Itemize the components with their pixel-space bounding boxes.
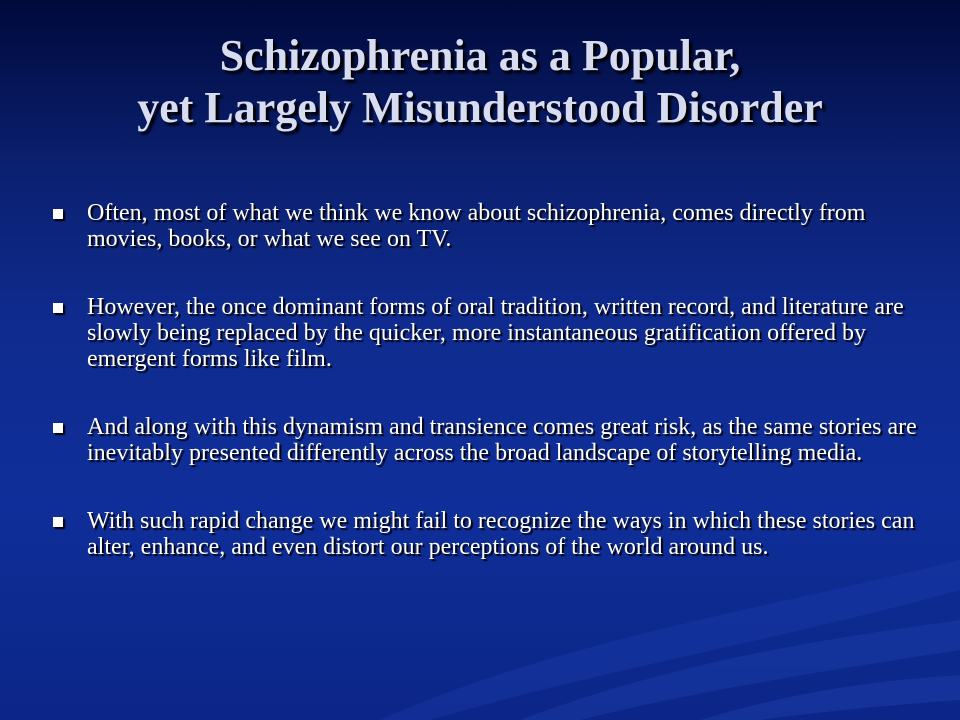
bullet-item [50,294,920,372]
slide-title-line-2: yet Largely Misunderstood Disorder [137,83,823,132]
bullet-item [50,508,920,560]
bullet-text: However, the once dominant forms of oral tradition, written record, and literature are slowly being replaced by the quicker, more instantaneous gratification offered by emergent forms like film. [87,294,904,372]
square-bullet-icon [53,517,63,527]
slide-title-line-1: Schizophrenia as a Popular, [219,31,741,80]
bullet-item [50,414,920,466]
square-bullet-icon [53,423,63,433]
bullet-text: With such rapid change we might fail to recognize the ways in which these stories can alter, enhance, and even distort our perceptions of the world around us. [87,508,915,560]
square-bullet-icon [53,303,63,313]
square-bullet-icon [53,209,63,219]
bullet-list [50,200,920,560]
bullet-text: Often, most of what we think we know about schizophrenia, comes directly from movies, books, or what we see on TV. [87,200,866,252]
bullet-item [50,200,920,252]
slide-title [0,30,960,134]
bullet-text: And along with this dynamism and transience comes great risk, as the same stories are inevitably presented differently across the broad landscape of storytelling media. [87,414,917,466]
